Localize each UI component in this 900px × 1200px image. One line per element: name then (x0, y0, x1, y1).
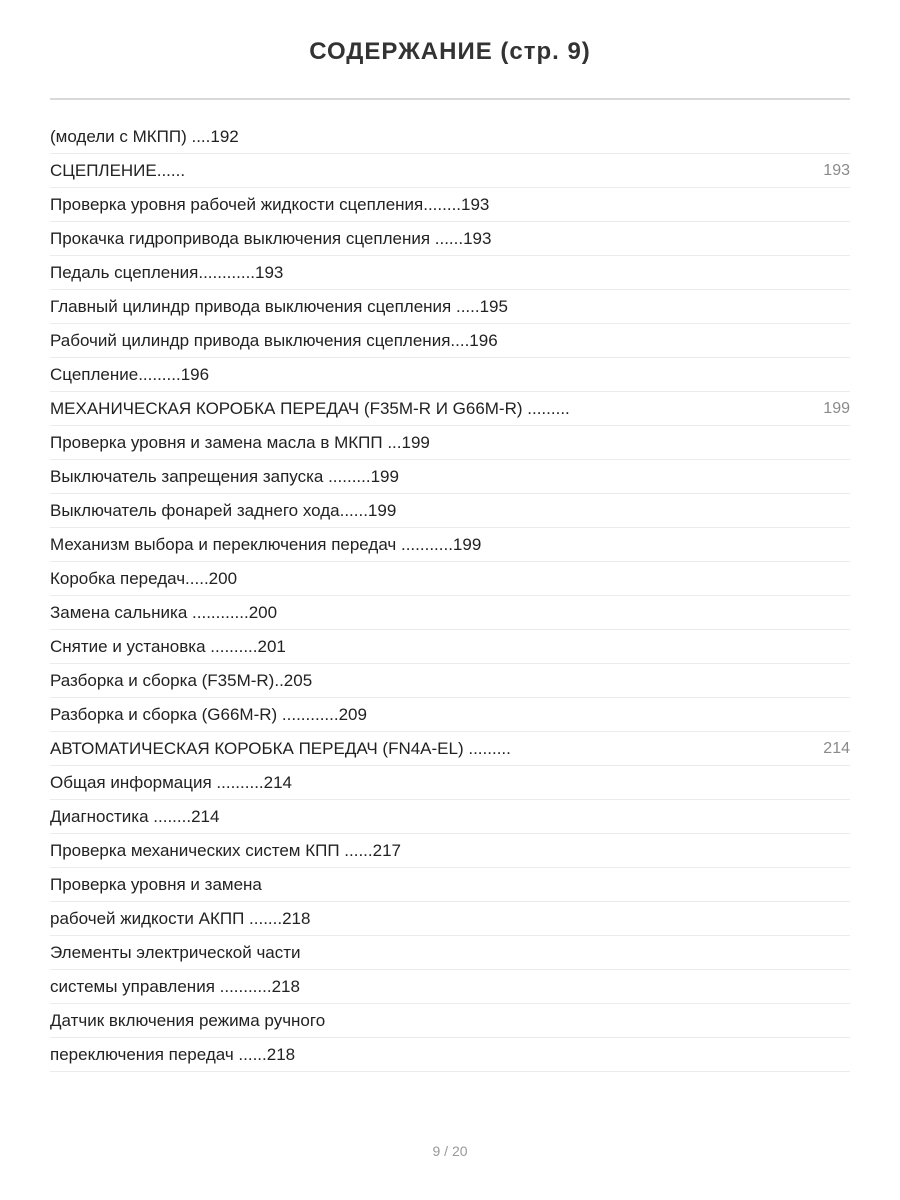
toc-entry[interactable] (50, 1004, 850, 1038)
toc-entry-text: переключения передач ......218 (50, 1045, 296, 1064)
toc-entry[interactable] (50, 1038, 850, 1072)
toc-entry[interactable] (50, 494, 850, 528)
toc-section-heading[interactable] (50, 732, 850, 766)
toc-entry-text: Диагностика ........214 (50, 807, 220, 826)
toc-entry-text: Замена сальника ............200 (50, 603, 278, 622)
toc-entry[interactable] (50, 528, 850, 562)
toc-entry[interactable] (50, 562, 850, 596)
toc-entry[interactable] (50, 766, 850, 800)
toc-entry[interactable] (50, 426, 850, 460)
toc-entry-text: Педаль сцепления............193 (50, 263, 284, 282)
page-title: СОДЕРЖАНИЕ (стр. 9) (309, 38, 591, 65)
toc-entry[interactable] (50, 664, 850, 698)
toc-entry[interactable] (50, 460, 850, 494)
toc-entry[interactable] (50, 324, 850, 358)
toc-entry-text: Разборка и сборка (G66M-R) ............209 (50, 705, 367, 724)
toc-entry-text: рабочей жидкости АКПП .......218 (50, 909, 311, 928)
toc-entry-text: Элементы электрической части (50, 943, 301, 962)
toc-entry-text: Рабочий цилиндр привода выключения сцепления....196 (50, 331, 498, 350)
toc-entry[interactable] (50, 800, 850, 834)
toc-entry-text: Общая информация ..........214 (50, 773, 293, 792)
toc-entry-text: Снятие и установка ..........201 (50, 637, 286, 656)
toc-entry[interactable] (50, 222, 850, 256)
toc-entry[interactable] (50, 698, 850, 732)
toc-section-heading[interactable] (50, 392, 850, 426)
toc-entry-page: 193 (823, 162, 850, 179)
toc-entry-text: (модели с МКПП) ....192 (50, 127, 239, 146)
toc-entry-page: 199 (823, 400, 850, 417)
toc-entry-text: Механизм выбора и переключения передач ...........199 (50, 535, 482, 554)
toc-entry-text: системы управления ...........218 (50, 977, 300, 996)
toc-entry[interactable] (50, 120, 850, 154)
toc-entry[interactable] (50, 902, 850, 936)
toc-entry-text: Проверка уровня и замена (50, 875, 262, 894)
toc-entry[interactable] (50, 834, 850, 868)
toc-entry-text: АВТОМАТИЧЕСКАЯ КОРОБКА ПЕРЕДАЧ (FN4A-EL) ......... (50, 739, 511, 758)
toc-entry[interactable] (50, 630, 850, 664)
toc-entry-text: Коробка передач.....200 (50, 569, 238, 588)
toc-entry-text: Выключатель фонарей заднего хода......199 (50, 501, 397, 520)
toc-entry-text: Прокачка гидропривода выключения сцепления ......193 (50, 229, 492, 248)
toc-entry-text: СЦЕПЛЕНИЕ...... (50, 161, 186, 180)
toc-entry[interactable] (50, 596, 850, 630)
toc-entry[interactable] (50, 868, 850, 902)
toc-entry[interactable] (50, 290, 850, 324)
toc-entry-text: Датчик включения режима ручного (50, 1011, 326, 1030)
toc-entry-text: Главный цилиндр привода выключения сцепления .....195 (50, 297, 508, 316)
toc-list (50, 120, 850, 1072)
toc-entry-text: Сцепление.........196 (50, 365, 210, 384)
page-number-indicator: 9 / 20 (432, 1143, 468, 1159)
toc-entry[interactable] (50, 358, 850, 392)
toc-entry-page: 214 (823, 740, 850, 757)
title-divider (50, 98, 850, 100)
toc-entry[interactable] (50, 970, 850, 1004)
toc-entry-text: Выключатель запрещения запуска .........199 (50, 467, 399, 486)
toc-entry-text: Разборка и сборка (F35M-R)..205 (50, 671, 313, 690)
toc-entry[interactable] (50, 188, 850, 222)
toc-entry-text: Проверка механических систем КПП ......217 (50, 841, 401, 860)
toc-entry-text: МЕХАНИЧЕСКАЯ КОРОБКА ПЕРЕДАЧ (F35M-R И G66M-R) ......... (50, 399, 570, 418)
toc-section-heading[interactable] (50, 154, 850, 188)
toc-entry-text: Проверка уровня и замена масла в МКПП ...199 (50, 433, 430, 452)
toc-entry-text: Проверка уровня рабочей жидкости сцепления........193 (50, 195, 490, 214)
toc-entry[interactable] (50, 936, 850, 970)
toc-entry[interactable] (50, 256, 850, 290)
